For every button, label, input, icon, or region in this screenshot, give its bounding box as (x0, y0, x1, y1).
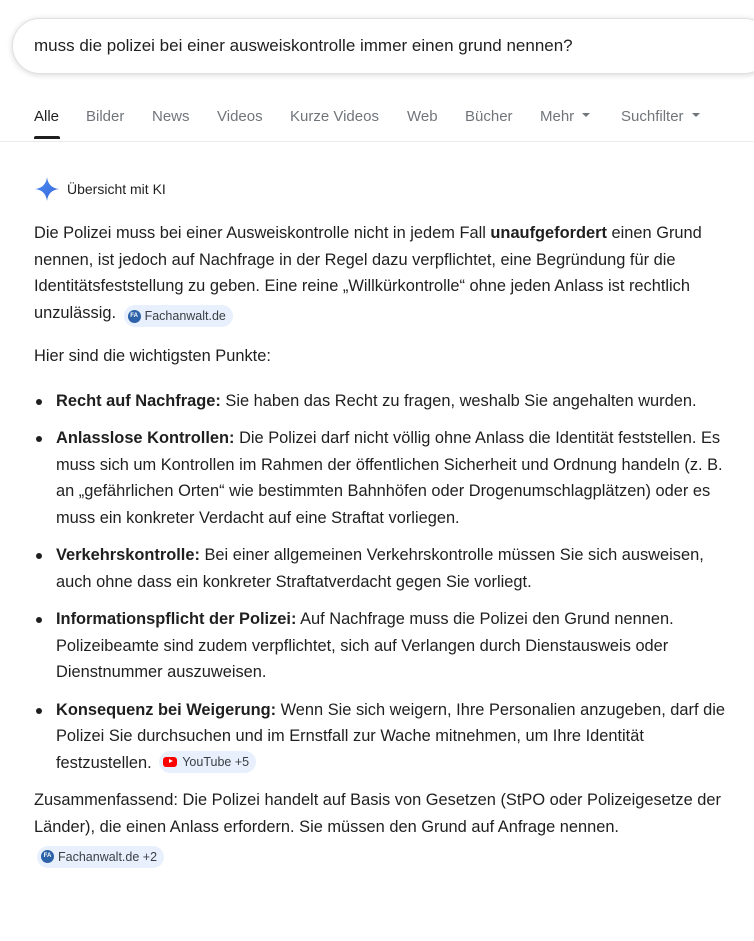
source-chip-fachanwalt[interactable] (124, 305, 233, 327)
source-chip-fachanwalt-more[interactable] (37, 846, 164, 868)
fachanwalt-favicon-icon: FA (128, 310, 141, 323)
source-chip-label: Fachanwalt.de (144, 309, 226, 323)
active-tab-indicator (34, 136, 60, 139)
point-text: Sie haben das Recht zu fragen, weshalb Sie angehalten wurden. (220, 391, 697, 410)
list-item (56, 697, 734, 777)
chevron-down-icon (692, 113, 700, 117)
search-input[interactable]: muss die polizei bei einer ausweiskontrolle immer einen grund nennen? (34, 36, 573, 55)
tabs-divider (0, 141, 754, 142)
point-title: Verkehrskontrolle: (56, 546, 200, 564)
source-chip-youtube[interactable] (159, 751, 256, 773)
point-text: Auf Nachfrage muss die Polizei den Grund nennen. Polizeibeamte sind zudem verpflichtet, sich auf Verlangen durch Dienstausweis oder Dienstnummer auszuweisen. (56, 610, 674, 681)
list-item (56, 606, 734, 686)
tab-label: Mehr (540, 108, 575, 125)
tab-suchfilter[interactable] (621, 108, 700, 125)
ai-overview-content (34, 220, 734, 868)
points-heading: Hier sind die wichtigsten Punkte: (34, 347, 271, 365)
list-item (56, 425, 734, 531)
point-title: Anlasslose Kontrollen: (56, 429, 235, 447)
list-item (56, 542, 734, 595)
fachanwalt-favicon-icon: FA (41, 850, 54, 863)
tab-bilder[interactable]: Bilder (86, 108, 125, 125)
point-title: Recht auf Nachfrage: (56, 391, 221, 410)
tab-videos[interactable]: Videos (217, 108, 263, 125)
point-text: Bei einer allgemeinen Verkehrskontrolle müssen Sie sich ausweisen, auch ohne dass ein konkreter Straftatverdacht gegen Sie vorliegt. (56, 546, 704, 591)
point-title: Informationspflicht der Polizei: (56, 610, 297, 628)
gemini-sparkle-icon (34, 176, 60, 202)
tab-mehr[interactable] (540, 108, 590, 125)
tab-web[interactable]: Web (407, 108, 438, 125)
intro-text: Die Polizei muss bei einer Ausweiskontrolle nicht in jedem Fall (34, 224, 491, 242)
source-chip-label: YouTube +5 (182, 754, 250, 769)
intro-bold: unaufgefordert (490, 224, 607, 242)
tab-kurze-videos[interactable]: Kurze Videos (290, 108, 379, 125)
list-item (56, 388, 734, 415)
point-text: Die Polizei darf nicht völlig ohne Anlass die Identität feststellen. Es muss sich um Kontrollen im Rahmen der öffentlichen Sicherheit und Ordnung handeln (z. B. an „gefährlichen Orten“ wie bestimmten Bahnhöfen oder Drogenumschlagplätzen) oder es muss ein konkreter Verdacht auf eine Straftat vorliegen. (56, 429, 723, 527)
chevron-down-icon (582, 113, 590, 117)
point-title: Konsequenz bei Weigerung: (56, 700, 277, 719)
tab-news[interactable]: News (152, 108, 190, 125)
intro-paragraph (34, 220, 734, 327)
summary-paragraph (34, 787, 734, 868)
summary-text: Zusammenfassend: Die Polizei handelt auf Basis von Gesetzen (StPO oder Polizeigesetze der Länder), die einen Anlass erfordern. Sie müssen den Grund auf Anfrage nennen. (34, 791, 721, 836)
intro-text-rest: einen Grund nennen, ist jedoch auf Nachfrage in der Regel dazu verpflichtet, eine Begründung für die Identitätsfeststellung zu geben. Eine reine „Willkürkontrolle“ ohne jeden Anlass ist rechtlich unzulässig. (34, 224, 702, 322)
tab-label: Alle (34, 108, 60, 125)
source-chip-label: Fachanwalt.de +2 (58, 849, 158, 864)
point-text: Wenn Sie sich weigern, Ihre Personalien anzugeben, darf die Polizei Sie durchsuchen und im Ernstfall zur Wache mitnehmen, um Ihre Identität festzustellen. (56, 700, 725, 772)
key-points-list (34, 388, 734, 777)
youtube-icon (163, 757, 177, 767)
tab-label: Suchfilter (621, 108, 684, 125)
ai-overview-title: Übersicht mit KI (67, 181, 166, 197)
tab-buecher[interactable]: Bücher (465, 108, 513, 125)
tab-alle[interactable] (34, 108, 59, 125)
